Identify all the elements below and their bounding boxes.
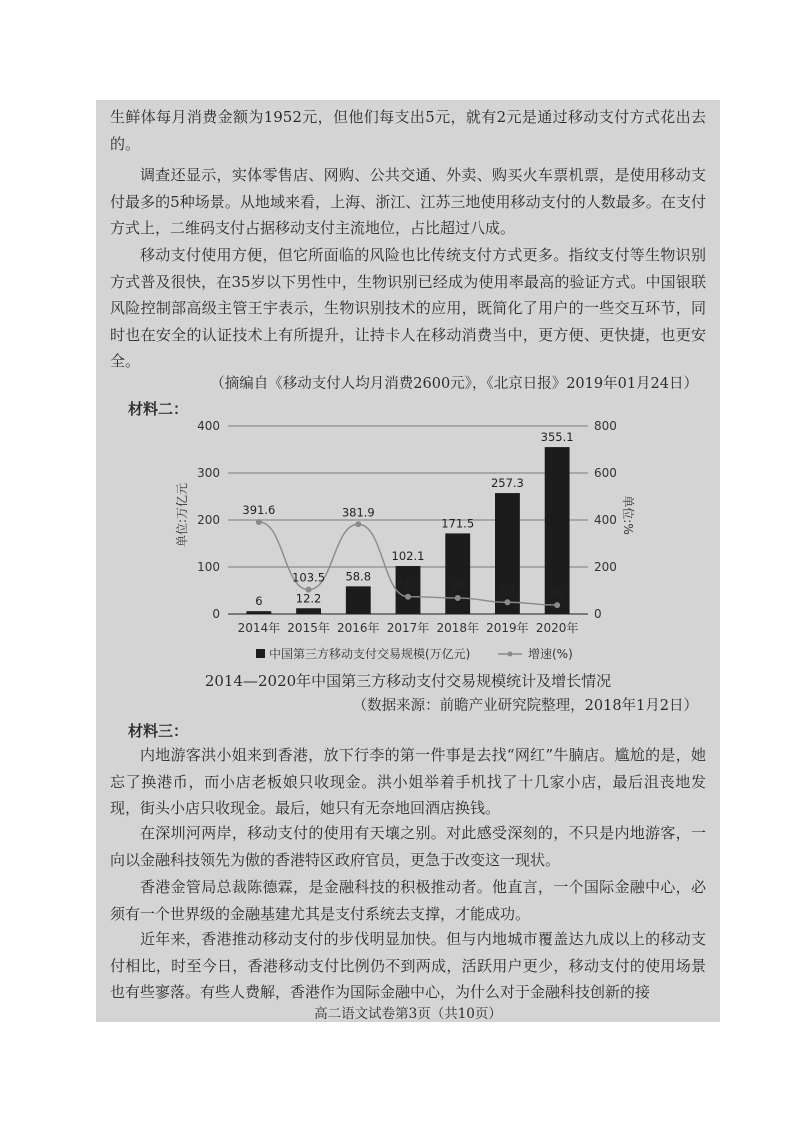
growth-point: [256, 519, 262, 525]
material-one-paragraph-2: 调查还显示，实体零售店、网购、公共交通、外卖、购买火车票机票，是使用移动支付最多的5种场景。从地域来看，上海、浙江、江苏三地使用移动支付的人数最多。在支付方式上，二维码支付占据移动支付主流地位，占比超过八成。: [110, 166, 706, 237]
bar: [445, 533, 470, 614]
x-tick-label: 2019年: [486, 621, 529, 635]
chart-legend: [256, 646, 573, 661]
payment-scale-chart: [96, 100, 720, 670]
y2-tick-label: 800: [594, 419, 617, 433]
y-tick-label: 100: [197, 560, 220, 574]
growth-value-label: 73.6: [395, 577, 421, 592]
growth-point: [554, 602, 560, 608]
bar: [346, 586, 371, 614]
y2-tick-label: 600: [594, 466, 617, 480]
growth-value-label: 38: [549, 586, 565, 601]
x-tick-label: 2018年: [436, 621, 479, 635]
y2-tick-label: 200: [594, 560, 617, 574]
bar-value-label: 6: [255, 594, 263, 609]
y2-tick-label: 400: [594, 513, 617, 527]
material-three-paragraph-2: 在深圳河两岸，移动支付的使用有天壤之别。对此感受深刻的，不只是内地游客，一向以金融科技领先为傲的香港特区政府官员，更急于改变这一现状。: [110, 824, 706, 869]
material-one-paragraph-3: 移动支付使用方便，但它所面临的风险也比传统支付方式更多。指纹支付等生物识别方式普及很快，在35岁以下男性中，生物识别已经成为使用率最高的验证方式。中国银联风险控制部高级主管王宇表示，生物识别技术的应用，既简化了用户的一些交互环节，同时也在安全的认证技术上有所提升，让持卡人在移动消费当中，更方便、更快捷，也更安全。: [110, 246, 706, 370]
growth-point: [455, 595, 461, 601]
material-three-paragraph-4: 近年来，香港推动移动支付的步伐明显加快。但与内地城市覆盖达九成以上的移动支付相比，时至今日，香港移动支付比例仍不到两成，活跃用户更少，移动支付的使用场景也有些寥落。有些人费解，香港作为国际金融中心，为什么对于金融科技创新的接: [110, 930, 706, 1001]
y-tick-label: 400: [197, 419, 220, 433]
bar-value-label: 355.1: [540, 430, 574, 445]
growth-point: [504, 599, 510, 605]
x-tick-label: 2016年: [337, 621, 380, 635]
chart-source: （数据来源：前瞻产业研究院整理，2018年1月2日）: [352, 698, 698, 714]
x-tick-label: 2014年: [237, 621, 281, 635]
growth-value-label: 50: [500, 583, 515, 598]
bar-value-label: 12.2: [295, 591, 322, 606]
bar-value-label: 171.5: [441, 516, 475, 531]
growth-value-label: 381.9: [341, 505, 375, 520]
bar-value-label: 58.8: [345, 569, 372, 584]
chart-labels: [242, 430, 573, 608]
bar: [296, 608, 321, 614]
bar-value-label: 257.3: [490, 476, 524, 491]
legend-line-marker: [508, 652, 513, 657]
bar-value-label: 102.1: [391, 549, 425, 564]
y2-axis-label: 单位:%: [621, 495, 635, 535]
y-tick-label: 200: [197, 513, 220, 527]
x-tick-label: 2015年: [287, 621, 330, 635]
chart-title: 2014—2020年中国第三方移动支付交易规模统计及增长情况: [204, 672, 612, 690]
material-three-paragraph-3: 香港金管局总裁陈德霖，是金融科技的积极推动者。他直言，一个国际金融中心，必须有一个世界级的金融基建尤其是支付系统去支撑，才能成功。: [110, 878, 706, 923]
y-axis-label: 单位:万亿元: [175, 482, 189, 548]
growth-value-label: 391.6: [242, 502, 276, 517]
exam-page: [96, 100, 720, 1022]
y2-tick-label: 0: [594, 607, 602, 621]
y-tick-label: 0: [212, 607, 220, 621]
growth-point: [355, 521, 361, 527]
material-three-paragraph-1: 内地游客洪小姐来到香港，放下行李的第一件事是去找“网红”牛腩店。尴尬的是，她忘了换港币，而小店老板娘只收现金。洪小姐举着手机找了十几家小店，最后沮丧地发现，街头小店只收现金。最后，她只有无奈地回酒店换钱。: [110, 746, 706, 817]
x-tick-label: 2020年: [535, 621, 579, 635]
material-two-heading: 材料二：: [128, 400, 189, 418]
y-tick-label: 300: [197, 466, 220, 480]
growth-point: [405, 594, 411, 600]
material-one-paragraph-1: 生鲜体每月消费金额为1952元，但他们每支出5元，就有2元是通过移动支付方式花出去的。: [110, 108, 706, 153]
x-tick-label: 2017年: [386, 621, 430, 635]
material-three-heading: 材料三：: [128, 722, 189, 740]
legend-bar-swatch: [256, 649, 265, 658]
legend-bar-label: 中国第三方移动支付交易规模(万亿元): [269, 647, 471, 661]
growth-value-label: 103.5: [292, 570, 326, 585]
material-one-source: （摘编自《移动支付人均月消费2600元》，《北京日报》2019年01月24日）: [210, 376, 698, 392]
page-footer: 高二语文试卷第3页（共10页）: [314, 1006, 502, 1022]
legend-line-label: 增速(%): [528, 647, 573, 661]
growth-value-label: 68: [450, 579, 466, 594]
bar: [246, 611, 271, 614]
